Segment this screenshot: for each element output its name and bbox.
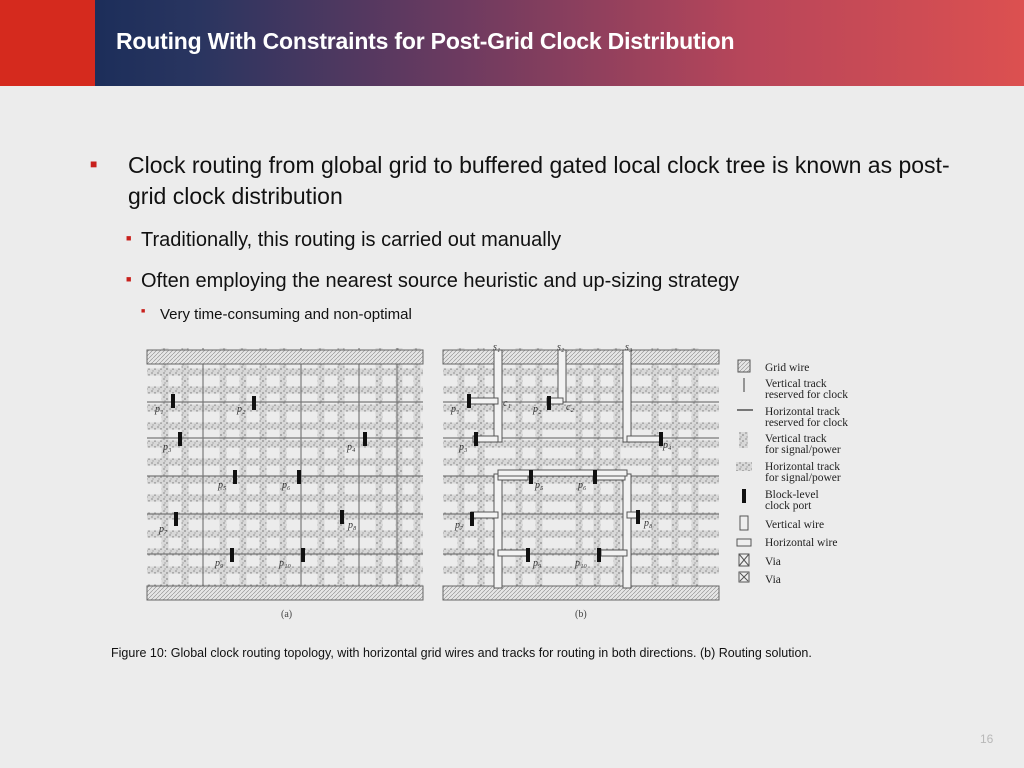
svg-text:p₆: p₆: [578, 480, 587, 491]
svg-text:p₉: p₉: [533, 558, 542, 569]
svg-text:Block-level: Block-level: [765, 489, 819, 501]
figure-caption: Figure 10: Global clock routing topology, with horizontal grid wires and tracks for routing in both directions. (b) Routing solution.: [111, 646, 812, 660]
bullet-level1: Clock routing from global grid to buffered gated local clock tree is known as post-grid clock distribution: [128, 152, 950, 209]
svg-text:for signal/power: for signal/power: [765, 472, 841, 484]
svg-text:p₇: p₇: [455, 520, 464, 531]
svg-text:p₉: p₉: [215, 558, 224, 569]
svg-text:s₁: s₁: [493, 342, 501, 353]
svg-text:p₂: p₂: [237, 404, 246, 415]
panel-b: [443, 342, 719, 620]
svg-text:for signal/power: for signal/power: [765, 444, 841, 456]
panel-a: [147, 348, 423, 620]
svg-text:p₄: p₄: [347, 442, 356, 453]
bullet-marker: ■: [90, 157, 98, 171]
slide-title: Routing With Constraints for Post-Grid Clock Distribution: [116, 28, 735, 54]
svg-text:reserved for clock: reserved for clock: [765, 389, 849, 401]
svg-text:p₁: p₁: [155, 404, 164, 415]
routing-figure: [145, 342, 885, 625]
svg-text:Horizontal track: Horizontal track: [765, 406, 841, 418]
svg-text:Horizontal track: Horizontal track: [765, 461, 841, 473]
svg-text:s₃: s₃: [625, 342, 633, 353]
svg-text:p₁: p₁: [451, 404, 460, 415]
panel-a-label: (a): [281, 609, 293, 620]
bullet-level3: Very time-consuming and non-optimal: [160, 306, 412, 323]
svg-text:p₈: p₈: [644, 518, 653, 529]
page-number: 16: [980, 732, 994, 746]
svg-text:Vertical track: Vertical track: [765, 378, 827, 390]
svg-text:c₁: c₁: [503, 398, 511, 409]
svg-text:p₇: p₇: [159, 524, 168, 535]
figure-legend: [736, 360, 848, 586]
svg-text:p₄: p₄: [663, 440, 672, 451]
svg-text:reserved for clock: reserved for clock: [765, 417, 849, 429]
svg-text:Via: Via: [765, 556, 781, 568]
svg-text:p₈: p₈: [348, 520, 357, 531]
svg-text:p₆: p₆: [282, 480, 291, 491]
bullet-marker: ■: [126, 233, 132, 243]
bullet-level2: Often employing the nearest source heuristic and up-sizing strategy: [141, 270, 740, 292]
bullet-marker: ■: [141, 308, 146, 315]
svg-text:Grid wire: Grid wire: [765, 362, 810, 374]
svg-text:s₂: s₂: [557, 342, 565, 353]
svg-text:Vertical wire: Vertical wire: [765, 519, 825, 531]
svg-text:clock port: clock port: [765, 500, 812, 512]
svg-text:Via: Via: [765, 574, 781, 586]
bullet-level2: Traditionally, this routing is carried out manually: [141, 229, 562, 251]
routing-figure-svg: [145, 342, 885, 620]
svg-text:c₂: c₂: [566, 402, 574, 413]
title-bar-accent: [0, 0, 95, 86]
svg-text:p₅: p₅: [218, 480, 227, 491]
svg-text:p₂: p₂: [533, 404, 542, 415]
svg-text:p₃: p₃: [163, 442, 172, 453]
svg-text:p₅: p₅: [535, 480, 544, 491]
svg-text:p₁₀: p₁₀: [575, 558, 587, 569]
svg-text:p₃: p₃: [459, 442, 468, 453]
bullet-marker: ■: [126, 274, 132, 284]
panel-b-label: (b): [575, 609, 587, 620]
svg-text:Horizontal wire: Horizontal wire: [765, 537, 838, 549]
svg-text:p₁₀: p₁₀: [279, 558, 291, 569]
svg-text:Vertical track: Vertical track: [765, 433, 827, 445]
